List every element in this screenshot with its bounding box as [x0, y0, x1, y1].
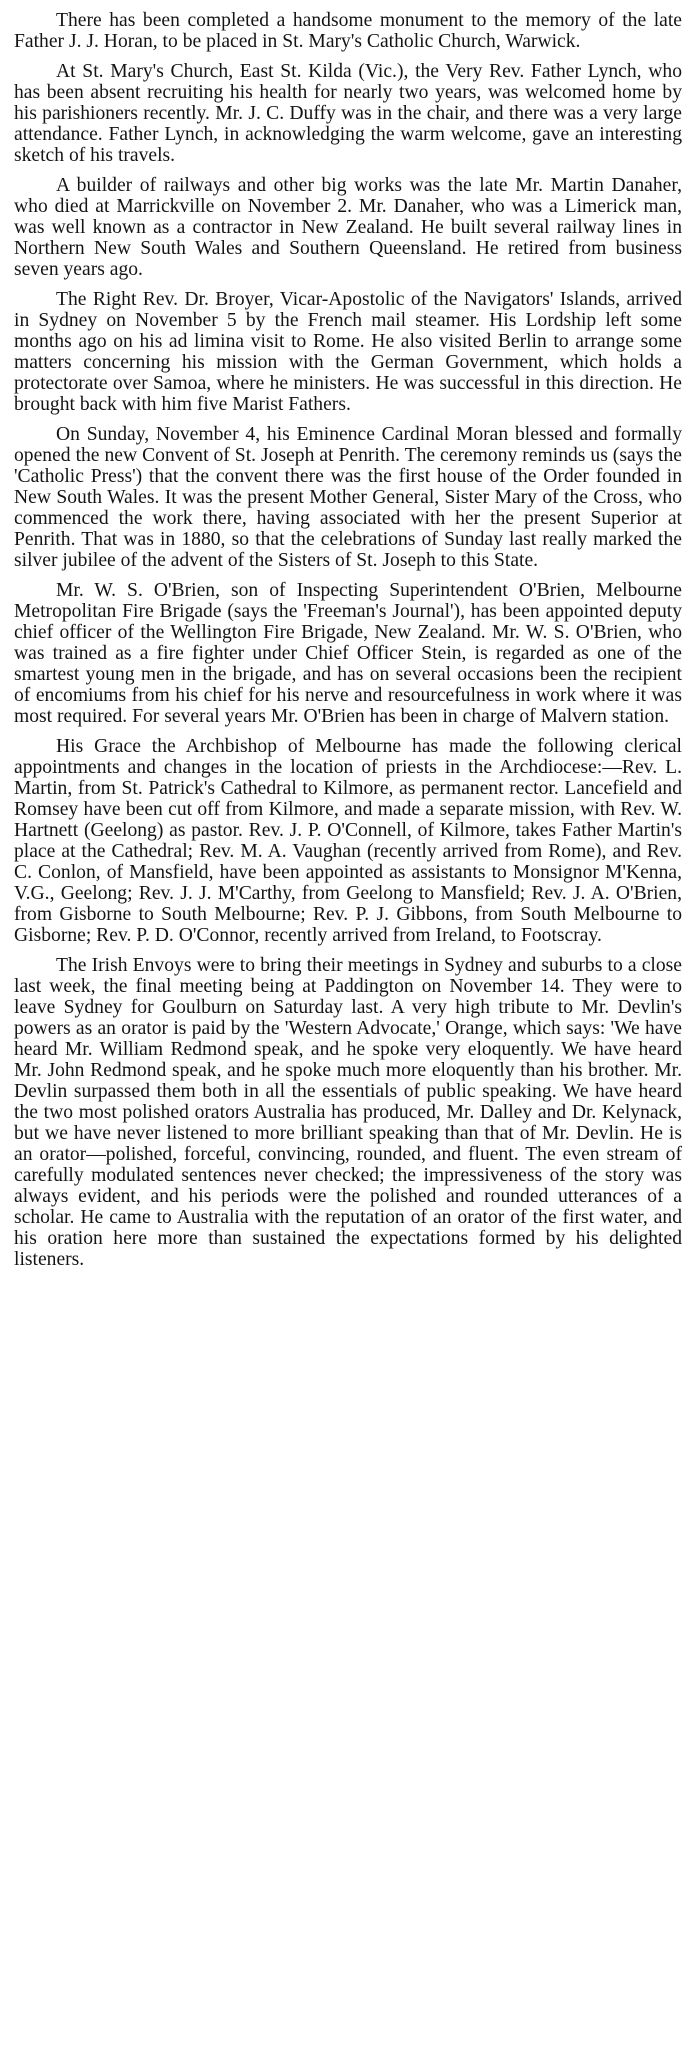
paragraph-horan-monument: There has been completed a handsome monument to the memory of the late Father J. J. Horan, to be placed in St. Mary's Catholic Church, Warwick.: [14, 10, 682, 52]
news-column: [14, 10, 682, 1279]
paragraph-penrith-convent: On Sunday, November 4, his Eminence Cardinal Moran blessed and formally opened the new Convent of St. Joseph at Penrith. The ceremony reminds us (says the 'Catholic Press') that the convent there was the first house of the Order founded in New South Wales. It was the present Mother General, Sister Mary of the Cross, who commenced the work there, having associated with her the present Superior at Penrith. That was in 1880, so that the celebrations of Sunday last really marked the silver jubilee of the advent of the Sisters of St. Joseph to this State.: [14, 424, 682, 571]
paragraph-bishop-broyer: The Right Rev. Dr. Broyer, Vicar-Apostolic of the Navigators' Islands, arrived in Sydney on November 5 by the French mail steamer. His Lordship left some months ago on his ad limina visit to Rome. He also visited Berlin to arrange some matters concerning his mission with the German Government, which holds a protectorate over Samoa, where he ministers. He was successful in this direction. He brought back with him five Marist Fathers.: [14, 289, 682, 415]
paragraph-irish-envoys: The Irish Envoys were to bring their meetings in Sydney and suburbs to a close last week, the final meeting being at Paddington on November 14. They were to leave Sydney for Goulburn on Saturday last. A very high tribute to Mr. Devlin's powers as an orator is paid by the 'Western Advocate,' Orange, which says: 'We have heard Mr. William Redmond speak, and he spoke very eloquently. We have heard Mr. John Redmond speak, and he spoke much more eloquently than his brother. Mr. Devlin surpassed them both in all the essentials of public speaking. We have heard the two most polished orators Australia has produced, Mr. Dalley and Dr. Kelynack, but we have never listened to more brilliant speaking than that of Mr. Devlin. He is an orator—polished, forceful, convincing, rounded, and fluent. The even stream of carefully modulated sentences never checked; the impressiveness of the story was always evident, and his periods were the polished and rounded utterances of a scholar. He came to Australia with the reputation of an orator of the first water, and his oration here more than sustained the expectations formed by his delighted listeners.: [14, 955, 682, 1270]
paragraph-father-lynch: At St. Mary's Church, East St. Kilda (Vic.), the Very Rev. Father Lynch, who has been absent recruiting his health for nearly two years, was welcomed home by his parishioners recently. Mr. J. C. Duffy was in the chair, and there was a very large attendance. Father Lynch, in acknowledging the warm welcome, gave an interesting sketch of his travels.: [14, 61, 682, 166]
paragraph-martin-danaher: A builder of railways and other big works was the late Mr. Martin Danaher, who died at Marrickville on November 2. Mr. Danaher, who was a Limerick man, was well known as a contractor in New Zealand. He built several railway lines in Northern New South Wales and Southern Queensland. He retired from business seven years ago.: [14, 175, 682, 280]
paragraph-fire-brigade: Mr. W. S. O'Brien, son of Inspecting Superintendent O'Brien, Melbourne Metropolitan Fire Brigade (says the 'Freeman's Journal'), has been appointed deputy chief officer of the Wellington Fire Brigade, New Zealand. Mr. W. S. O'Brien, who was trained as a fire fighter under Chief Officer Stein, is regarded as one of the smartest young men in the brigade, and has on several occasions been the recipient of encomiums from his chief for his nerve and resourcefulness in work where it was most required. For several years Mr. O'Brien has been in charge of Malvern station.: [14, 580, 682, 727]
paragraph-clerical-appointments: His Grace the Archbishop of Melbourne has made the following clerical appointments and changes in the location of priests in the Archdiocese:—Rev. L. Martin, from St. Patrick's Cathedral to Kilmore, as permanent rector. Lancefield and Romsey have been cut off from Kilmore, and made a separate mission, with Rev. W. Hartnett (Geelong) as pastor. Rev. J. P. O'Connell, of Kilmore, takes Father Martin's place at the Cathedral; Rev. M. A. Vaughan (recently arrived from Rome), and Rev. C. Conlon, of Mansfield, have been appointed as assistants to Monsignor M'Kenna, V.G., Geelong; Rev. J. J. M'Carthy, from Geelong to Mansfield; Rev. J. A. O'Brien, from Gisborne to South Melbourne; Rev. P. J. Gibbons, from South Melbourne to Gisborne; Rev. P. D. O'Connor, recently arrived from Ireland, to Footscray.: [14, 736, 682, 946]
